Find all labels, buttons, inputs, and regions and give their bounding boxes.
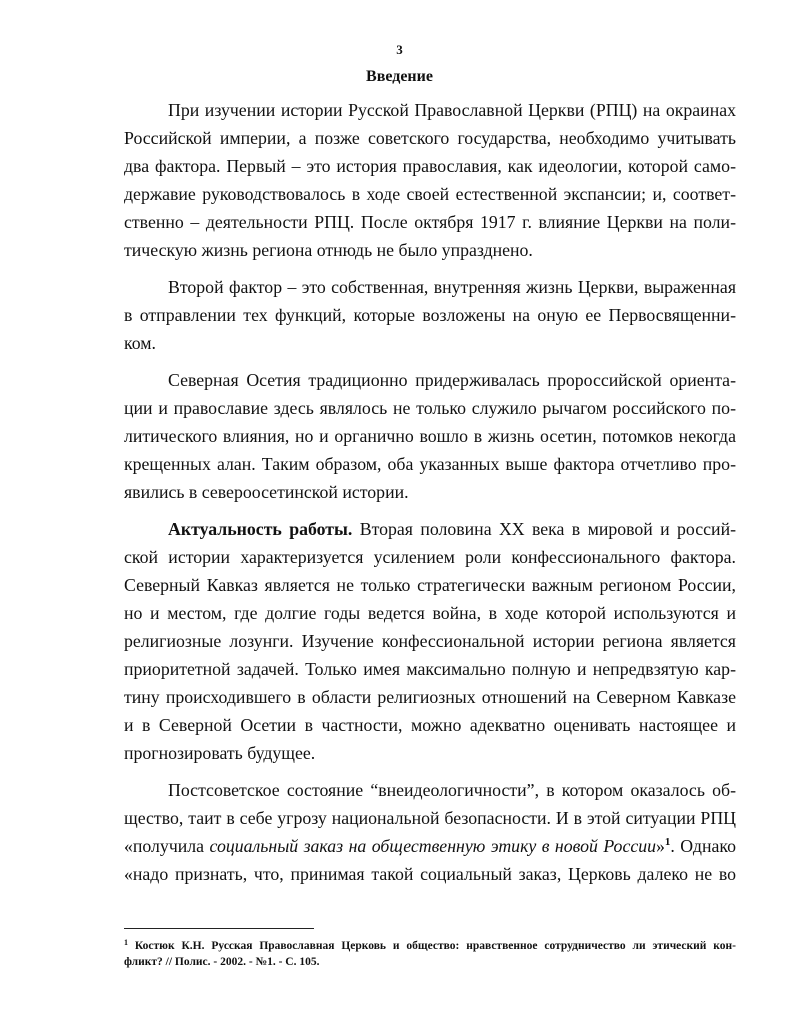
text-segment: . Однако (670, 836, 736, 856)
text-segment: «получила (124, 836, 210, 856)
text-line: ственно – деятельности РПЦ. После октября 1917 г. влияние Церкви на поли- (124, 212, 736, 232)
section-heading: Введение (366, 68, 433, 85)
text-line: крещенных алан. Таким образом, оба указанных выше фактора отчетливо про- (124, 454, 736, 474)
footnote-line (124, 938, 736, 954)
text-line: приоритетной задачей. Только имея максимально полную и непредвзятую кар- (124, 659, 736, 679)
paragraph-3 (124, 366, 736, 506)
text-line: два фактора. Первый – это история православия, как идеологии, которой само- (124, 156, 736, 176)
text-line: и в Северной Осетии в частности, можно адекватно оценивать настоящее и (124, 715, 736, 735)
text-line: Российской империи, а позже советского государства, необходимо учитывать (124, 128, 736, 148)
text-line: ской истории характеризуется усилением роли конфессионального фактора. (124, 547, 736, 567)
footnote (124, 938, 736, 970)
italic-quote: социальный заказ на общественную этику в новой России (209, 836, 657, 856)
text-line: щество, таит в себе угрозу национальной безопасности. И в этой ситуации РПЦ (124, 808, 736, 828)
paragraph-1 (124, 96, 736, 264)
text-line: тическую жизнь региона отнюдь не было упразднено. (124, 240, 533, 260)
text-line: Второй фактор – это собственная, внутренняя жизнь Церкви, выраженная (168, 277, 736, 297)
paragraph-4 (124, 515, 736, 767)
text-line: «надо признать, что, принимая такой социальный заказ, Церковь далеко не во (124, 864, 736, 884)
paragraph-5 (124, 776, 736, 888)
body-text (124, 96, 736, 888)
text-line: ком. (124, 333, 156, 353)
text-line: прогнозировать будущее. (124, 743, 316, 763)
paragraph-2 (124, 273, 736, 357)
text-line: Северный Кавказ является не только стратегически важным регионом России, (124, 575, 736, 595)
page-number: 3 (396, 42, 403, 57)
text-line (124, 515, 736, 543)
text-line: державие руководствовалось в ходе своей естественной экспансии; и, соответ- (124, 184, 736, 204)
footnote-divider (124, 928, 314, 929)
text-segment: » (656, 836, 665, 856)
text-line (124, 832, 736, 860)
text-line: литического влияния, но и органично вошло в жизнь осетин, потомков некогда (124, 426, 736, 446)
text-line: Постсоветское состояние “внеидеологичности”, в котором оказалось об- (168, 780, 736, 800)
lead-bold-term: Актуальность работы. (168, 519, 353, 539)
footnote-marker: 1 (124, 938, 128, 947)
text-line: ции и православие здесь являлось не только служило рычагом российского по- (124, 398, 736, 418)
text-line: При изучении истории Русской Православной Церкви (РПЦ) на окраинах (168, 100, 736, 120)
text-line: но и местом, где долгие годы ведется война, в ходе которой используются и (124, 603, 736, 623)
text-line: Северная Осетия традиционно придерживалась пророссийской ориента- (168, 370, 736, 390)
text-segment: Вторая половина XX века в мировой и россий- (352, 519, 737, 539)
text-segment: Костюк К.Н. Русская Православная Церковь и общество: нравственное сотрудничество ли этический кон- (128, 940, 736, 952)
text-line: тину происходившего в области религиозных отношений на Северном Кавказе (124, 687, 736, 707)
footnote-line: фликт? // Полис. - 2002. - №1. - С. 105. (124, 956, 320, 968)
text-line: явились в североосетинской истории. (124, 482, 409, 502)
text-line: в отправлении тех функций, которые возложены на оную ее Первосвященни- (124, 305, 736, 325)
footnote-ref[interactable]: 1 (664, 836, 671, 848)
text-line: религиозные лозунги. Изучение конфессиональной истории региона является (124, 631, 736, 651)
